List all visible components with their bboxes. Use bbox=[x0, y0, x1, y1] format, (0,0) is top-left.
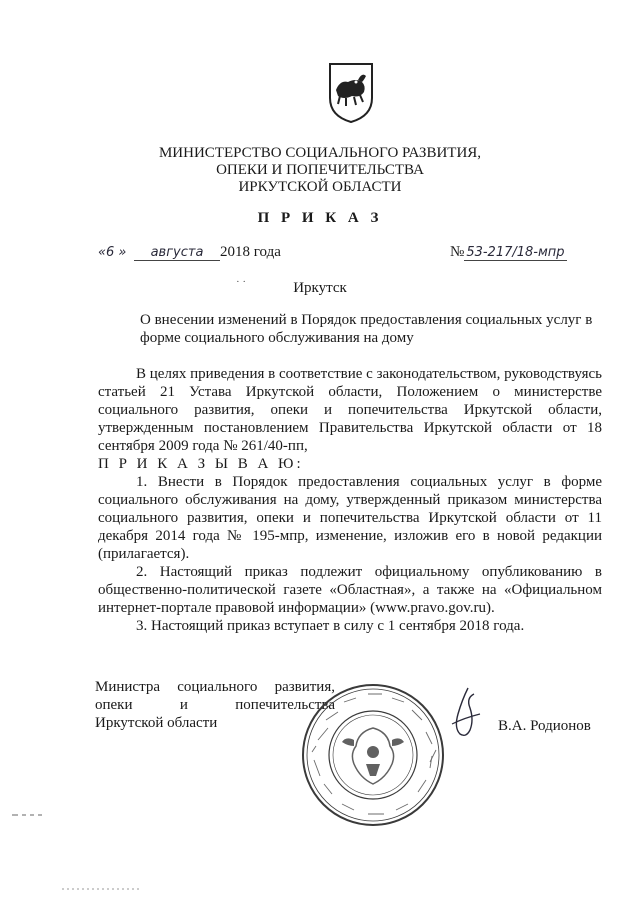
handwritten-signature-icon bbox=[440, 684, 490, 744]
signature-word: Министра bbox=[95, 679, 160, 695]
order-item-3: 3. Настоящий приказ вступает в силу с 1 сентября 2018 года. bbox=[136, 618, 525, 634]
document-date bbox=[98, 244, 281, 261]
signature-word: попечительства bbox=[235, 697, 335, 713]
order-body bbox=[98, 365, 602, 635]
signature-word: опеки bbox=[95, 697, 133, 713]
order-word: П Р И К А З Ы В А Ю: bbox=[98, 456, 304, 472]
ministry-line-1: МИНИСТЕРСТВО СОЦИАЛЬНОГО РАЗВИТИЯ, bbox=[158, 145, 482, 161]
official-seal-icon bbox=[298, 680, 448, 830]
order-item-1: 1. Внести в Порядок предоставления социальных услуг в форме социального обслуживания на дому, утвержденный приказом министерства социального развития, опеки и попечительства Иркутской области от 11 декабря 2014 года № 195-мпр, изменение, изложив его в новой редакции (прилагается). bbox=[98, 474, 602, 562]
date-month: августа bbox=[134, 245, 220, 261]
document-number bbox=[450, 244, 567, 261]
signature-word: и bbox=[179, 697, 188, 713]
signature-line-3: Иркутской области bbox=[95, 715, 218, 731]
ministry-line-3: ИРКУТСКОЙ ОБЛАСТИ bbox=[238, 179, 402, 195]
signer-name: В.А. Родионов bbox=[498, 718, 591, 734]
scan-artifact-icon bbox=[62, 887, 142, 891]
scan-artifact-icon bbox=[12, 812, 52, 818]
coat-of-arms-icon bbox=[326, 60, 376, 124]
signature-word: развития, bbox=[274, 679, 335, 695]
ministry-header bbox=[0, 145, 640, 196]
number-value: 53-217/18-мпр bbox=[466, 245, 565, 260]
number-prefix: № bbox=[450, 244, 465, 260]
signature-word: социального bbox=[177, 679, 258, 695]
preamble-paragraph: В целях приведения в соответствие с законодательством, руководствуясь статьей 21 Устава Иркутской области, Положением о министерстве социального развития, опеки и попечительства Иркутской области, утвержденным постановлением Правительства Иркутской области от 18 сентября 2009 года № 261/40-пп, bbox=[98, 366, 602, 454]
date-day: «6 » bbox=[98, 245, 127, 260]
ministry-line-2: ОПЕКИ И ПОПЕЧИТЕЛЬСТВА bbox=[216, 162, 424, 178]
date-year: 2018 года bbox=[220, 244, 281, 260]
stray-mark: · · bbox=[236, 276, 247, 288]
order-subject: О внесении изменений в Порядок предоставления социальных услуг в форме социального обслуживания на дому bbox=[140, 312, 593, 346]
order-item-2: 2. Настоящий приказ подлежит официальному опубликованию в общественно-политической газете «Областная», а также на «Официальном интернет-портале правовой информации» (www.pravo.gov.ru). bbox=[98, 564, 602, 616]
document-title: П Р И К А З bbox=[257, 210, 383, 226]
city-name: Иркутск bbox=[293, 280, 347, 296]
